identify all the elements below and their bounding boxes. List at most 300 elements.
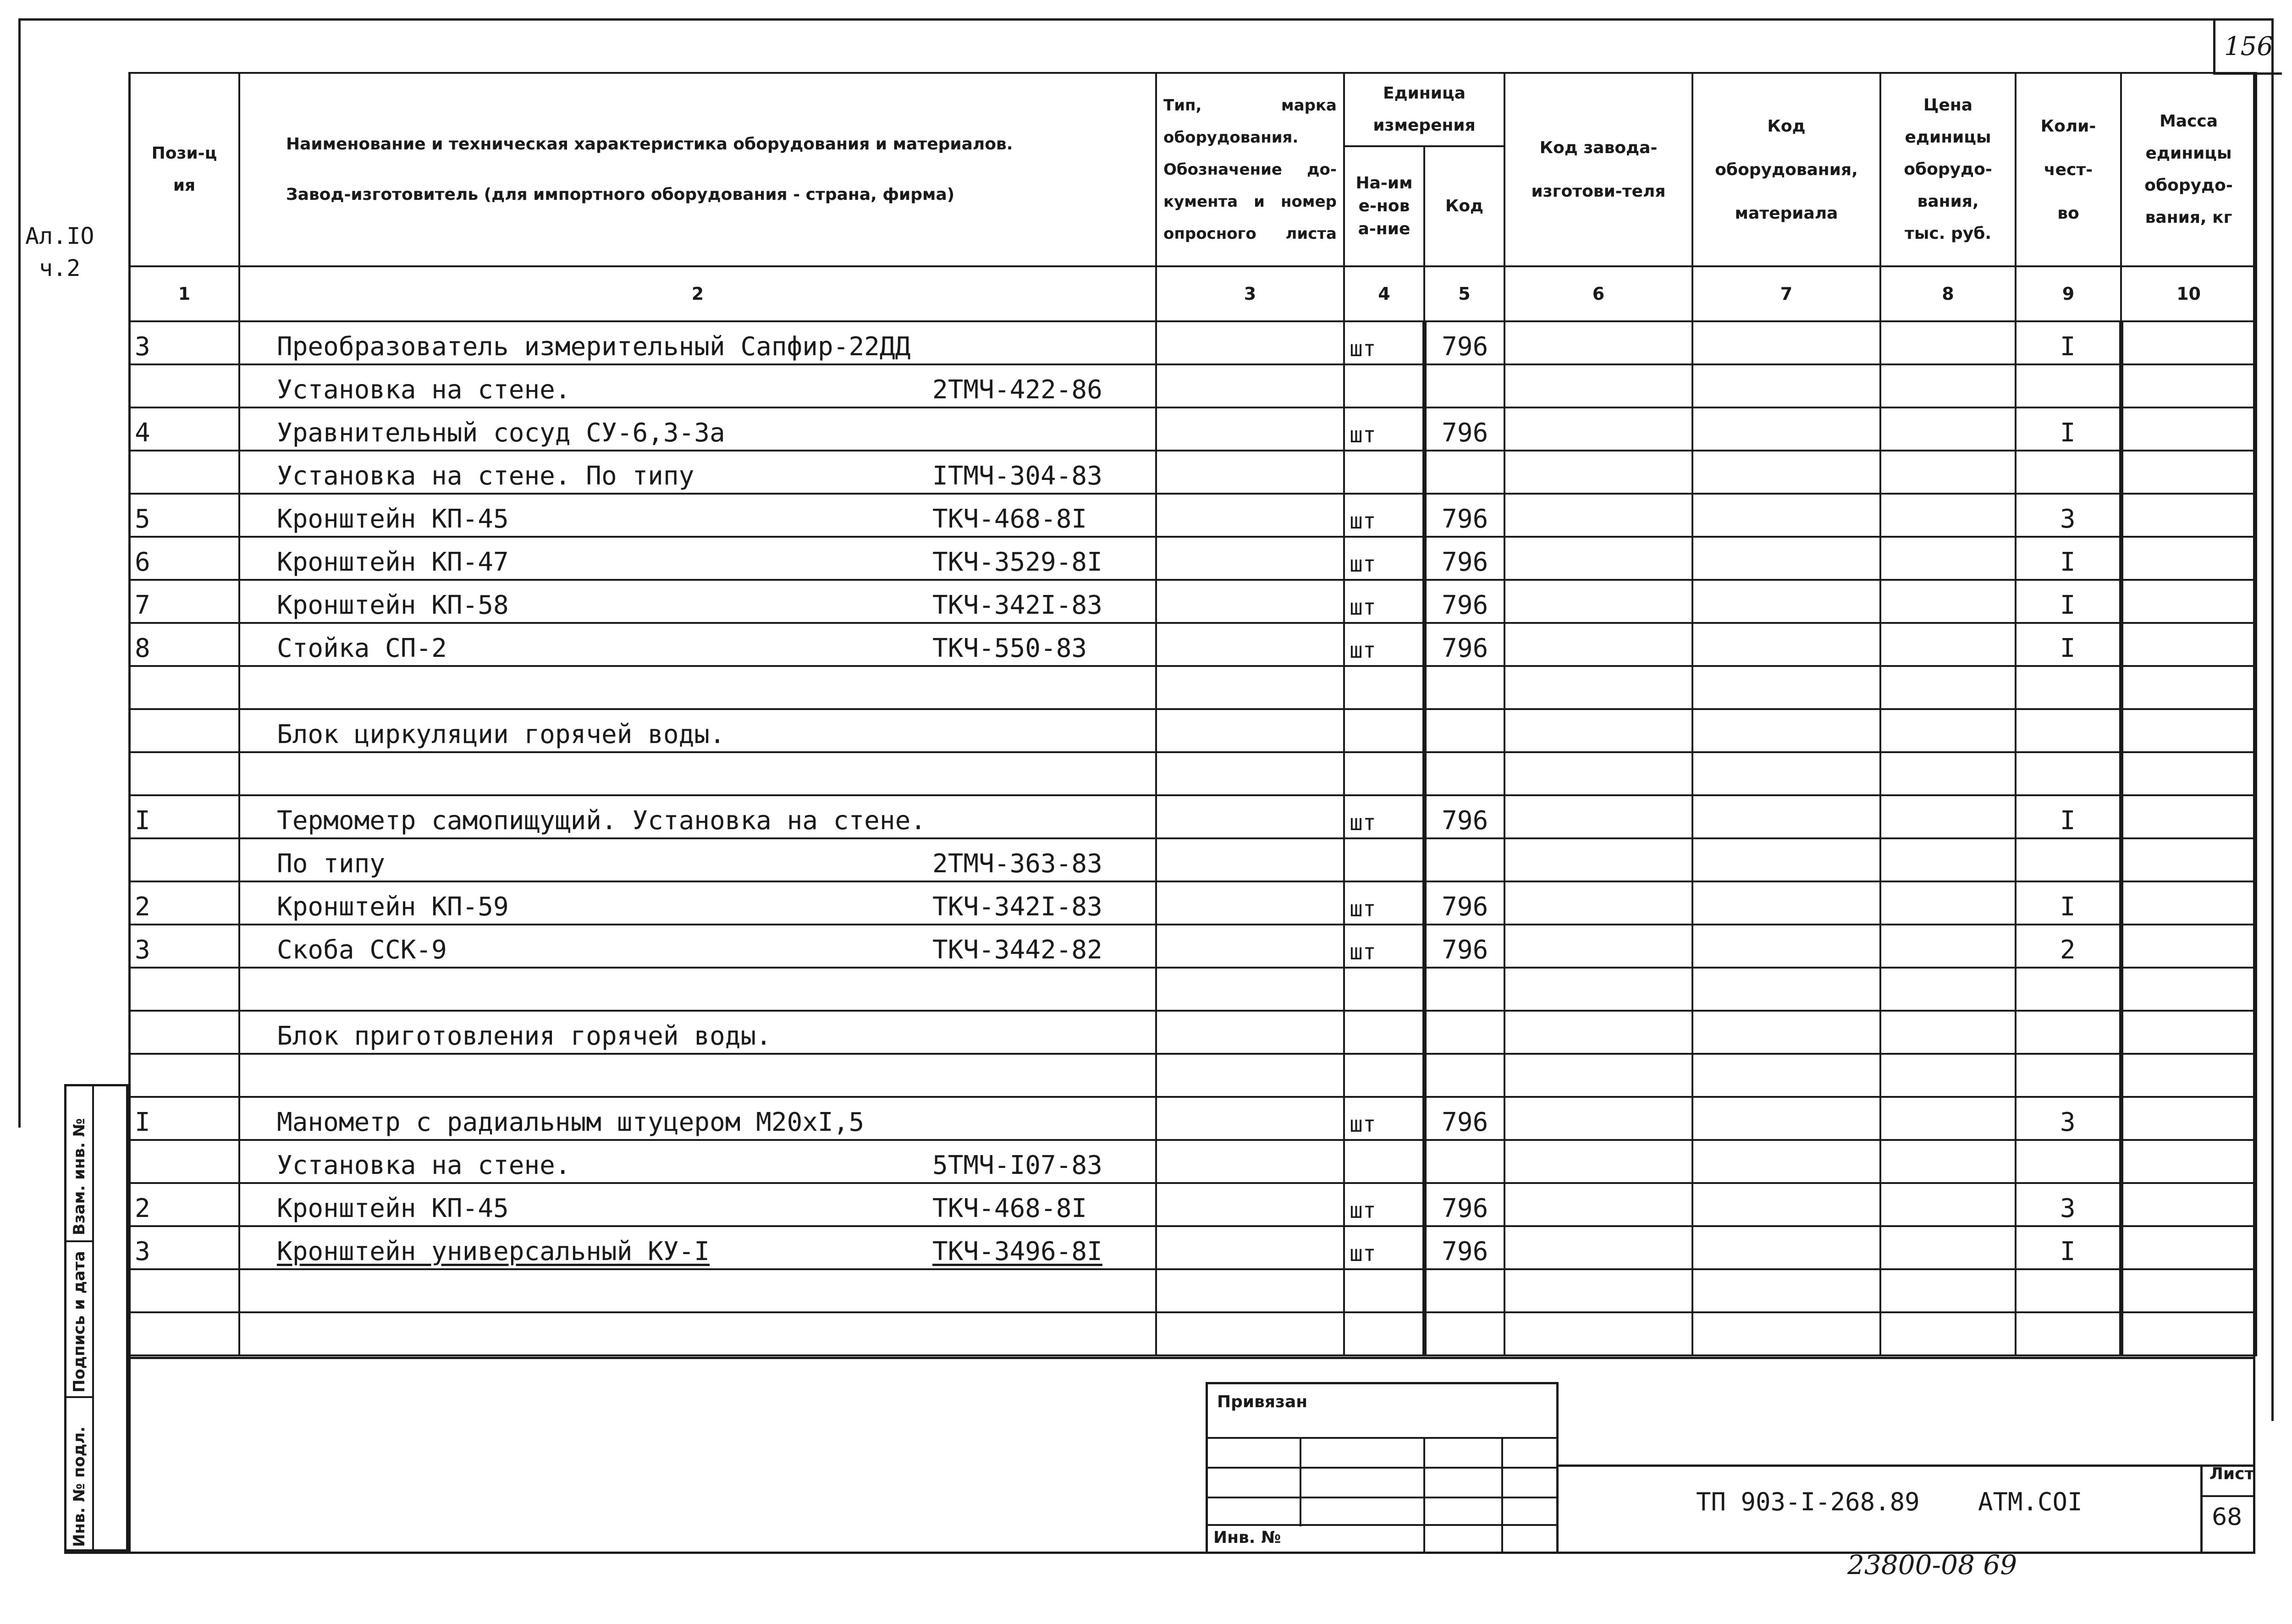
row-type [1156,321,1344,364]
row-mass [2121,881,2256,925]
row-name [239,451,1156,494]
row-quantity [2016,1011,2121,1054]
row-mass [2121,1312,2256,1355]
column-number-1: 1 [129,266,239,321]
row-unit-code: 796 [1424,795,1504,838]
row-document-ref: 5ТМЧ-I07-83 [932,1151,1102,1180]
row-name-wrap [277,753,1155,791]
row-mass [2121,1226,2256,1269]
table-row [129,838,2256,881]
row-name-wrap [277,796,1155,834]
sheet-box-left-line [2200,1464,2203,1552]
strip-divider [92,1086,94,1549]
row-type [1156,881,1344,925]
row-name-text: Кронштейн КП-47 [277,547,509,577]
table-row [129,752,2256,795]
row-document-ref: 2ТМЧ-422-86 [932,375,1102,405]
corner-page-number: 156 [2213,21,2282,75]
row-price [1880,537,2016,580]
row-position [129,1140,239,1183]
row-mass [2121,838,2256,881]
row-mass [2121,666,2256,709]
row-type [1156,795,1344,838]
row-unit-code [1424,709,1504,752]
row-price [1880,321,2016,364]
row-type [1156,666,1344,709]
row-quantity [2016,968,2121,1011]
row-quantity [2016,1312,2121,1355]
stamp-box [1206,1382,1559,1554]
row-position [129,968,239,1011]
row-factory-code [1504,838,1692,881]
row-equipment-code [1692,623,1880,666]
row-document-ref: 2ТМЧ-363-83 [932,849,1102,879]
column-number-3: 3 [1156,266,1344,321]
row-mass [2121,709,2256,752]
row-name-wrap [277,1313,1155,1351]
row-factory-code [1504,451,1692,494]
row-name-wrap [277,1141,1155,1178]
row-quantity: 3 [2016,494,2121,537]
row-unit-name [1344,752,1424,795]
row-equipment-code [1692,838,1880,881]
stamp-line-4 [1208,1524,1556,1526]
row-name-text: Манометр с радиальным штуцером М20хI,5 [277,1107,865,1137]
table-row [129,623,2256,666]
table-row [129,968,2256,1011]
column-number-10: 10 [2121,266,2256,321]
row-name-wrap [277,839,1155,877]
row-name [239,364,1156,407]
row-unit-name [1344,838,1424,881]
row-name-wrap [277,365,1155,403]
table-row [129,795,2256,838]
row-position: 3 [129,1226,239,1269]
row-position [129,364,239,407]
drawing-mark: АТМ.COI [1978,1487,2083,1516]
row-unit-code [1424,1269,1504,1312]
row-mass [2121,1140,2256,1183]
row-quantity: I [2016,537,2121,580]
column-number-5: 5 [1424,266,1504,321]
row-factory-code [1504,666,1692,709]
row-factory-code [1504,1269,1692,1312]
row-unit-name [1344,968,1424,1011]
row-position: 3 [129,925,239,968]
row-unit-name [1344,1140,1424,1183]
row-type [1156,451,1344,494]
header-title-line1: Наименование и техническая характеристика оборудования и материалов. [286,135,1013,154]
left-note-album: Ал.IO [25,223,94,249]
row-unit-name [1344,364,1424,407]
table-row [129,925,2256,968]
row-mass [2121,580,2256,623]
table-row [129,494,2256,537]
row-type [1156,925,1344,968]
row-unit-name: шт [1344,881,1424,925]
row-equipment-code [1692,537,1880,580]
row-equipment-code [1692,580,1880,623]
row-price [1880,451,2016,494]
row-quantity [2016,752,2121,795]
row-name-wrap [277,1098,1155,1135]
row-unit-code: 796 [1424,1183,1504,1226]
row-mass [2121,925,2256,968]
row-position [129,451,239,494]
row-name [239,321,1156,364]
row-position: 7 [129,580,239,623]
row-name-wrap [277,495,1155,532]
table-row [129,1097,2256,1140]
row-name-text: Установка на стене. [277,375,571,405]
row-unit-code: 796 [1424,925,1504,968]
row-unit-name [1344,709,1424,752]
row-name-text: Кронштейн КП-45 [277,504,509,534]
row-name-text: По типу [277,849,386,879]
row-name-wrap [277,969,1155,1006]
row-factory-code [1504,881,1692,925]
row-quantity: I [2016,795,2121,838]
row-position: 3 [129,321,239,364]
stamp-vline-1 [1300,1437,1301,1526]
row-unit-code: 796 [1424,321,1504,364]
row-unit-code [1424,1312,1504,1355]
row-name-text: Преобразователь измерительный Сапфир-22ДД [277,332,911,362]
row-name-text: Скоба ССК-9 [277,935,447,965]
row-name [239,752,1156,795]
row-quantity [2016,709,2121,752]
row-name-wrap [277,925,1155,963]
row-document-ref: ТКЧ-3442-82 [932,935,1102,965]
row-name-text: Блок циркуляции горячей воды. [277,720,725,749]
stamp-line-1 [1208,1437,1556,1439]
table-row [129,321,2256,364]
row-unit-name: шт [1344,537,1424,580]
row-unit-code [1424,1140,1504,1183]
row-price [1880,1054,2016,1097]
row-quantity [2016,1269,2121,1312]
row-name-text: Кронштейн КП-45 [277,1194,509,1223]
row-name [239,1097,1156,1140]
row-type [1156,407,1344,451]
row-unit-code [1424,666,1504,709]
row-type [1156,537,1344,580]
header-equipment-code: Код оборудования, материала [1692,73,1880,266]
row-equipment-code [1692,1097,1880,1140]
row-name-wrap [277,1270,1155,1308]
row-factory-code [1504,752,1692,795]
row-equipment-code [1692,795,1880,838]
row-name-wrap [277,1184,1155,1222]
row-mass [2121,494,2256,537]
stamp-line-2 [1208,1467,1556,1469]
row-document-ref: ТКЧ-342I-83 [932,892,1102,922]
row-quantity: I [2016,881,2121,925]
row-name-wrap [277,710,1155,748]
row-type [1156,709,1344,752]
row-quantity [2016,1140,2121,1183]
row-type [1156,1312,1344,1355]
row-type [1156,1054,1344,1097]
row-position: 2 [129,1183,239,1226]
row-name-text: Установка на стене. По типу [277,461,694,491]
row-unit-name [1344,666,1424,709]
table-row [129,666,2256,709]
row-mass [2121,623,2256,666]
row-type [1156,623,1344,666]
row-name [239,1011,1156,1054]
column-number-8: 8 [1880,266,2016,321]
row-unit-name: шт [1344,623,1424,666]
row-equipment-code [1692,709,1880,752]
title-block-line [1559,1464,2255,1467]
row-name-text: Кронштейн универсальный КУ-I [277,1237,710,1266]
row-equipment-code [1692,1054,1880,1097]
row-price [1880,364,2016,407]
row-quantity: 3 [2016,1183,2121,1226]
table-row [129,1183,2256,1226]
row-price [1880,838,2016,881]
row-name-wrap [277,451,1155,489]
row-quantity: I [2016,623,2121,666]
row-name-text: Кронштейн КП-59 [277,892,509,922]
row-equipment-code [1692,364,1880,407]
row-type [1156,1226,1344,1269]
row-factory-code [1504,1054,1692,1097]
row-factory-code [1504,1312,1692,1355]
row-unit-name: шт [1344,1226,1424,1269]
archive-code: 23800-08 69 [1847,1549,2017,1580]
header-position: Пози-ция [129,73,239,266]
row-equipment-code [1692,494,1880,537]
row-position: 2 [129,881,239,925]
row-unit-name: шт [1344,580,1424,623]
strip-label-signature: Подпись и дата [70,1251,88,1393]
row-unit-name: шт [1344,795,1424,838]
row-type [1156,968,1344,1011]
row-document-ref: IТМЧ-304-83 [932,461,1102,491]
row-factory-code [1504,494,1692,537]
row-name-wrap [277,538,1155,575]
row-mass [2121,1054,2256,1097]
row-quantity [2016,838,2121,881]
column-number-6: 6 [1504,266,1692,321]
row-name-wrap [277,1055,1155,1092]
row-type [1156,1097,1344,1140]
row-position [129,709,239,752]
row-mass [2121,1097,2256,1140]
row-name [239,925,1156,968]
row-mass [2121,795,2256,838]
stamp-title: Привязан [1217,1393,1308,1411]
row-quantity [2016,364,2121,407]
row-type [1156,752,1344,795]
row-mass [2121,1183,2256,1226]
row-name-wrap [277,882,1155,920]
row-factory-code [1504,623,1692,666]
row-equipment-code [1692,1011,1880,1054]
row-name [239,795,1156,838]
row-price [1880,752,2016,795]
sheet-number: 68 [2212,1503,2242,1531]
header-title-line2: Завод-изготовитель (для импортного оборудования - страна, фирма) [286,185,955,204]
table-row [129,364,2256,407]
row-factory-code [1504,968,1692,1011]
row-unit-code: 796 [1424,537,1504,580]
row-unit-name: шт [1344,407,1424,451]
row-position [129,838,239,881]
binding-strip [64,1084,128,1552]
row-equipment-code [1692,1269,1880,1312]
frame-right-line [2271,18,2274,1421]
row-type [1156,1011,1344,1054]
row-price [1880,494,2016,537]
row-price [1880,407,2016,451]
header-unit-name: На-име-нова-ние [1344,146,1424,266]
row-equipment-code [1692,752,1880,795]
specification-table [128,72,2257,1356]
row-name-text: Установка на стене. [277,1151,571,1180]
row-unit-name [1344,1312,1424,1355]
row-quantity: I [2016,580,2121,623]
header-price: Цена единицы оборудо-вания, тыс. руб. [1880,73,2016,266]
row-unit-name: шт [1344,494,1424,537]
table-row [129,709,2256,752]
row-name [239,666,1156,709]
header-type: Тип, марка оборудования. Обозначение до-кумента и номер опросного листа [1156,73,1344,266]
row-price [1880,1011,2016,1054]
specification-rows [129,321,2256,1355]
row-price [1880,925,2016,968]
row-document-ref: ТКЧ-468-8I [932,504,1087,534]
row-name-wrap [277,581,1155,618]
row-factory-code [1504,1011,1692,1054]
row-factory-code [1504,537,1692,580]
row-name [239,968,1156,1011]
row-unit-name: шт [1344,321,1424,364]
row-mass [2121,968,2256,1011]
strip-label-inventory: Инв. № подл. [70,1426,88,1547]
table-row [129,1140,2256,1183]
row-unit-code [1424,451,1504,494]
row-unit-code: 796 [1424,407,1504,451]
stamp-line-3 [1208,1497,1556,1498]
row-price [1880,666,2016,709]
row-price [1880,1226,2016,1269]
header-mass: Масса единицы оборудо-вания, кг [2121,73,2256,266]
left-note-part: ч.2 [39,255,81,281]
row-document-ref: ТКЧ-342I-83 [932,590,1102,620]
row-name-wrap [277,667,1155,705]
header-quantity: Коли-чест-во [2016,73,2121,266]
row-quantity [2016,1054,2121,1097]
row-price [1880,1140,2016,1183]
row-type [1156,580,1344,623]
row-mass [2121,1269,2256,1312]
row-unit-name: шт [1344,1097,1424,1140]
row-name-wrap [277,322,1155,360]
row-position [129,1312,239,1355]
row-price [1880,1269,2016,1312]
row-price [1880,968,2016,1011]
row-factory-code [1504,709,1692,752]
row-type [1156,1269,1344,1312]
strip-label-replacement: Взам. инв. № [70,1118,88,1235]
row-name [239,1312,1156,1355]
stamp-vline-2 [1423,1437,1425,1554]
row-name [239,407,1156,451]
row-equipment-code [1692,1226,1880,1269]
row-price [1880,709,2016,752]
row-name-wrap [277,1227,1155,1265]
row-mass [2121,321,2256,364]
row-position: I [129,795,239,838]
column-number-4: 4 [1344,266,1424,321]
row-factory-code [1504,1226,1692,1269]
row-name [239,881,1156,925]
row-factory-code [1504,321,1692,364]
row-position: 8 [129,623,239,666]
table-row [129,451,2256,494]
row-name [239,494,1156,537]
row-document-ref: ТКЧ-550-83 [932,633,1087,663]
row-equipment-code [1692,968,1880,1011]
row-unit-name: шт [1344,1183,1424,1226]
row-name [239,1183,1156,1226]
row-equipment-code [1692,881,1880,925]
header-title [239,73,1156,266]
row-position: I [129,1097,239,1140]
row-name-wrap [277,624,1155,661]
row-type [1156,364,1344,407]
row-factory-code [1504,407,1692,451]
row-unit-name: шт [1344,925,1424,968]
row-unit-name [1344,451,1424,494]
row-mass [2121,451,2256,494]
row-unit-code: 796 [1424,623,1504,666]
row-quantity: I [2016,321,2121,364]
row-equipment-code [1692,321,1880,364]
table-row [129,1011,2256,1054]
row-factory-code [1504,925,1692,968]
row-quantity: I [2016,1226,2121,1269]
row-document-ref: ТКЧ-3529-8I [932,547,1102,577]
column-number-2: 2 [239,266,1156,321]
row-unit-code: 796 [1424,1226,1504,1269]
row-quantity: I [2016,407,2121,451]
row-equipment-code [1692,1183,1880,1226]
sheet-label: Лист [2209,1464,2254,1483]
table-row [129,407,2256,451]
table-bottom-line [128,1357,2255,1359]
row-mass [2121,364,2256,407]
row-document-ref: ТКЧ-3496-8I [932,1237,1102,1266]
row-name-wrap [277,1012,1155,1049]
row-equipment-code [1692,666,1880,709]
drawing-code: ТП 903-I-268.89 [1696,1487,1920,1516]
row-name-wrap [277,408,1155,446]
row-name [239,1140,1156,1183]
row-name-text: Блок приготовления горячей воды. [277,1021,771,1051]
frame-left-line [18,18,21,1128]
row-price [1880,881,2016,925]
row-factory-code [1504,364,1692,407]
table-row [129,1269,2256,1312]
row-position [129,752,239,795]
row-unit-name [1344,1054,1424,1097]
row-equipment-code [1692,451,1880,494]
row-quantity [2016,451,2121,494]
